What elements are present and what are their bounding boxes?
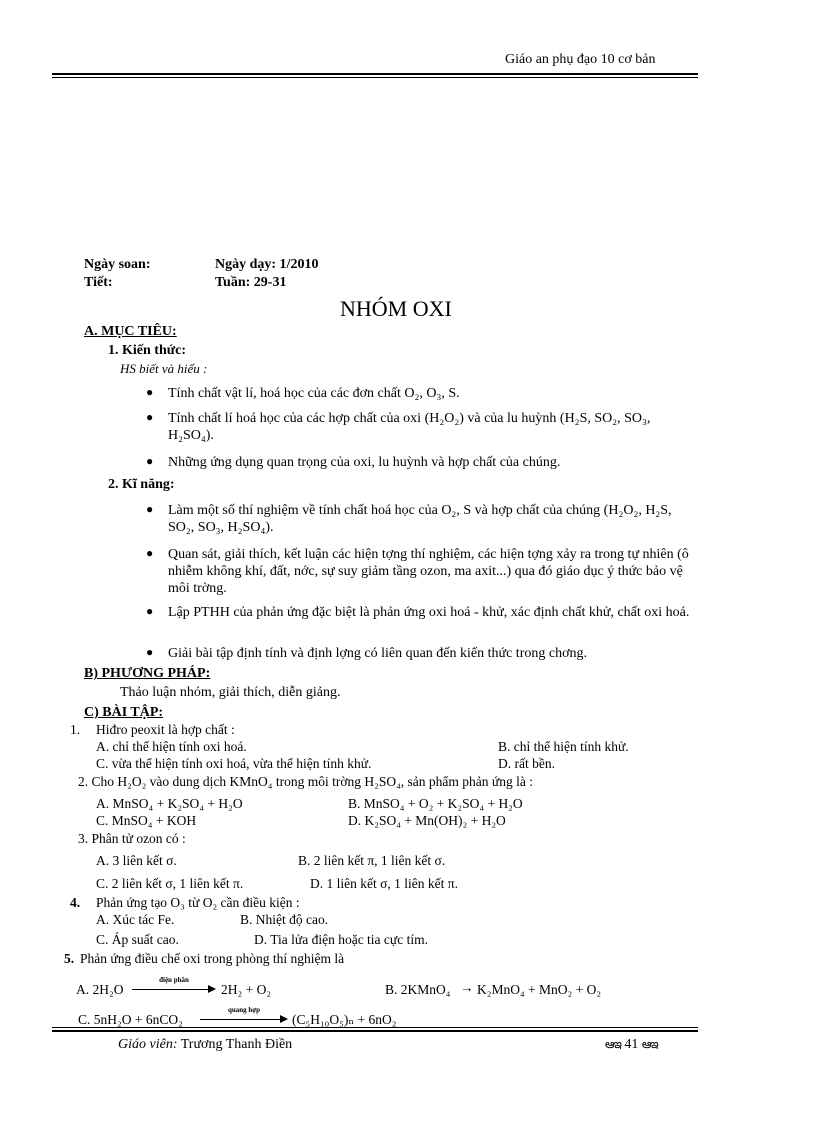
q2-option-d: D. K₂SO₄ + Mn(OH)₂ + H₂O	[348, 813, 506, 828]
q5-a-reactant: A. 2H₂O	[76, 982, 124, 997]
section-c-heading: C) BÀI TẬP:	[84, 705, 164, 720]
q2-option-a: A. MnSO₄ + K₂SO₄ + H₂O	[96, 796, 243, 811]
knowledge-item: Tính chất vật lí, hoá học của các đơn chất O₂, O₃, S.	[168, 386, 460, 401]
method-text: Thảo luận nhóm, giải thích, diễn giảng.	[120, 685, 341, 700]
bullet-icon: ●	[146, 385, 154, 399]
skill-item: Lập PTHH của phản ứng đặc biệt là phản ứng oxi hoá - khử, xác định chất khử, chất oxi hoá.	[168, 605, 690, 620]
footer-rule-thin	[52, 1027, 698, 1028]
q5-a-condition: điện phân	[159, 976, 189, 984]
q3-option-a: A. 3 liên kết σ.	[96, 853, 177, 868]
tiet-label: Tiết:	[84, 275, 113, 290]
q5-c-product: (C₅H₁₀O₅)ₙ + 6nO₂	[292, 1012, 397, 1027]
q3-option-c: C. 2 liên kết σ, 1 liên kết π.	[96, 876, 244, 891]
bullet-icon: ●	[146, 454, 154, 468]
q1-option-a: A. chỉ thể hiện tính oxi hoá.	[96, 739, 247, 754]
q2-option-c: C. MnSO₄ + KOH	[96, 813, 197, 828]
bullet-icon: ●	[146, 410, 154, 424]
q2-option-b: B. MnSO₄ + O₂ + K₂SO₄ + H₂O	[348, 796, 523, 811]
ornament-icon: ఆఇ	[641, 1037, 658, 1051]
q5-c-arrow	[200, 1006, 288, 1026]
page-number: 41	[624, 1037, 639, 1052]
q4-option-a: A. Xúc tác Fe.	[96, 912, 175, 927]
q5-c-condition: quang hợp	[227, 1006, 261, 1014]
skill-item: Quan sát, giải thích, kết luận các hiện tợng thí nghiệm, các hiện tợng xảy ra trong tự nhiên (ô nhiễm không khí, đất, nớc, sự suy giảm tầng ozon, ma axit...) qua đó giáo dục ý thức bảo vệ môi trờng.	[168, 547, 689, 596]
q4-option-d: D. Tia lửa điện hoặc tia cực tím.	[254, 932, 428, 947]
q4-number: 4.	[70, 895, 81, 910]
q5-b-arrow: →	[460, 980, 474, 995]
q4-stem: Phản ứng tạo O₃ từ O₂ cần điều kiện :	[96, 895, 300, 910]
q5-a-arrow	[132, 976, 216, 996]
q1-stem: Hiđro peoxit là hợp chất :	[96, 722, 235, 737]
section-b-heading: B) PHƯƠNG PHÁP:	[84, 666, 211, 681]
q5-number: 5.	[64, 951, 75, 966]
arrow-right-icon	[280, 1015, 288, 1023]
page-title: NHÓM OXI	[340, 296, 452, 321]
q1-option-b: B. chỉ thể hiện tính khử.	[498, 739, 629, 754]
teacher-label: Giáo viên:	[118, 1037, 178, 1052]
knowledge-item: Tính chất lí hoá học của các hợp chất của oxi (H₂O₂) và của lu huỳnh (H₂S, SO₂, SO₃, H₂SO₄).	[168, 411, 651, 443]
knowledge-item: Những ứng dụng quan trọng của oxi, lu huỳnh và hợp chất của chúng.	[168, 455, 561, 470]
q4-option-c: C. Áp suất cao.	[96, 932, 179, 947]
header-rule	[52, 73, 698, 75]
bullet-icon: ●	[146, 604, 154, 618]
bullet-icon: ●	[146, 546, 154, 560]
header-rule-thin	[52, 77, 698, 78]
ngay-soan-label: Ngày soan:	[84, 257, 151, 272]
q5-a-product: 2H₂ + O₂	[221, 982, 272, 997]
q5-b-reactant: B. 2KMnO₄	[385, 982, 451, 997]
bullet-icon: ●	[146, 645, 154, 659]
q2-stem: 2. Cho H₂O₂ vào dung dịch KMnO₄ trong môi trờng H₂SO₄, sản phẩm phản ứng là :	[78, 774, 533, 789]
ornament-icon: ఆఇ	[605, 1037, 621, 1051]
skill-item: Làm một số thí nghiệm về tính chất hoá học của O₂, S và hợp chất của chúng (H₂O₂, H₂S, SO₂, SO₃, H₂SO₄).	[168, 503, 672, 535]
section-a-heading: A. MỤC TIÊU:	[84, 324, 177, 339]
q5-stem: Phản ứng điều chế oxi trong phòng thí nghiệm là	[80, 951, 345, 966]
hs-label: HS biết và hiểu :	[120, 361, 208, 376]
q3-stem: 3. Phân tử ozon có :	[78, 831, 186, 846]
q4-option-b: B. Nhiệt độ cao.	[240, 912, 329, 927]
q1-option-c: C. vừa thể hiện tính oxi hoá, vừa thể hiện tính khử.	[96, 756, 372, 771]
bullet-icon: ●	[146, 502, 154, 516]
q5-c-reactant: C. 5nH₂O + 6nCO₂	[78, 1012, 183, 1027]
q3-option-d: D. 1 liên kết σ, 1 liên kết π.	[310, 876, 458, 891]
ngay-day: Ngày dạy: 1/2010	[215, 257, 319, 272]
q1-option-d: D. rất bền.	[498, 756, 555, 771]
teacher-name: Trương Thanh Điền	[177, 1037, 293, 1052]
tuan: Tuần: 29-31	[215, 275, 287, 290]
knowledge-heading: 1. Kiến thức:	[108, 343, 187, 358]
footer-rule	[52, 1030, 698, 1032]
q3-option-b: B. 2 liên kết π, 1 liên kết σ.	[298, 853, 446, 868]
header-title: Giáo an phụ đạo 10 cơ bản	[505, 52, 656, 67]
arrow-right-icon	[208, 985, 216, 993]
q1-number: 1.	[70, 722, 81, 737]
footer-teacher	[118, 1037, 292, 1053]
footer-page	[605, 1037, 658, 1054]
skill-item: Giải bài tập định tính và định lợng có liên quan đến kiến thức trong chơng.	[168, 646, 587, 661]
skills-heading: 2. Kĩ năng:	[108, 477, 175, 492]
q5-b-product: K₂MnO₄ + MnO₂ + O₂	[477, 982, 602, 997]
